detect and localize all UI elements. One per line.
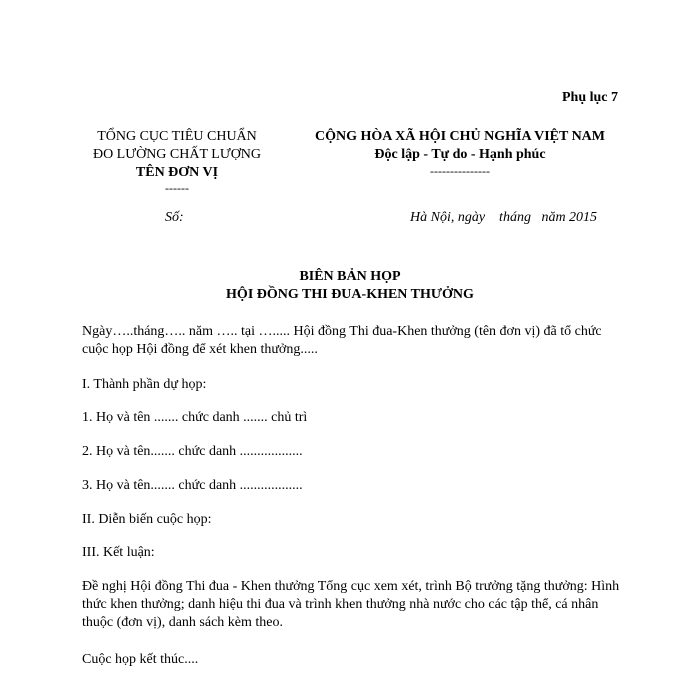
document-number: Số:: [165, 210, 184, 225]
national-header: [270, 128, 650, 178]
closing-line: Cuộc họp kết thúc....: [82, 652, 199, 667]
attendee-item: 2. Họ và tên....... chức danh ..................: [82, 444, 303, 459]
conclusion-paragraph: Đề nghị Hội đồng Thi đua - Khen thưởng Tổng cục xem xét, trình Bộ trưởng tặng thưởng: Hình thức khen thưởng; danh hiệu thi đua và trình khen thưởng nhà nước cho các tập thể, cá nhân thuộc (đơn vị), danh sách kèm theo.: [82, 579, 620, 630]
intro-paragraph: Ngày…..tháng….. năm ….. tại …..... Hội đồng Thi đua-Khen thưởng (tên đơn vị) đã tổ chức cuộc họp Hội đồng để xét khen thưởng.....: [82, 324, 602, 357]
org-line-1: TỔNG CỤC TIÊU CHUẨN: [97, 129, 257, 144]
organization-header: [72, 128, 282, 194]
title-line-2: HỘI ĐỒNG THI ĐUA-KHEN THƯỞNG: [226, 287, 474, 302]
section-proceedings-heading: II. Diễn biến cuộc họp:: [82, 512, 212, 527]
appendix-label: Phụ lục 7: [561, 90, 618, 105]
document-title: [0, 268, 700, 304]
org-line-2: ĐO LƯỜNG CHẤT LƯỢNG: [92, 147, 262, 162]
place-and-date: Hà Nội, ngày tháng năm 2015: [410, 210, 598, 225]
unit-name: TÊN ĐƠN VỊ: [135, 165, 219, 180]
title-line-1: BIÊN BẢN HỌP: [299, 269, 401, 284]
section-attendees-heading: I. Thành phần dự họp:: [82, 377, 207, 392]
nation-name: CỘNG HÒA XÃ HỘI CHỦ NGHĨA VIỆT NAM: [314, 129, 605, 144]
attendee-item: 3. Họ và tên....... chức danh ..................: [82, 478, 303, 493]
nation-divider: ---------------: [430, 164, 490, 178]
nation-motto: Độc lập - Tự do - Hạnh phúc: [374, 147, 546, 162]
org-divider: ------: [165, 181, 189, 195]
attendee-item: 1. Họ và tên ....... chức danh ....... chủ trì: [82, 410, 308, 425]
section-conclusion-heading: III. Kết luận:: [82, 545, 155, 560]
